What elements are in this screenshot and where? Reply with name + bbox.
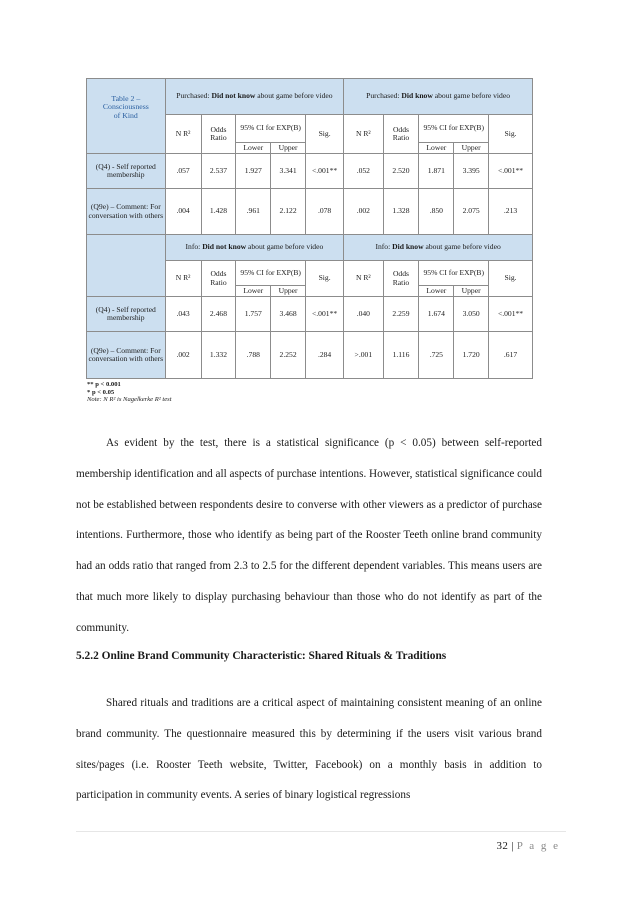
- note-p005: * p < 0.05: [87, 388, 115, 396]
- table-cell: 3.468: [271, 297, 306, 332]
- page-label: P a g e: [516, 840, 560, 852]
- col-header-odds: Odds Ratio: [201, 115, 236, 154]
- body-paragraph-2: Shared rituals and traditions are a critical aspect of maintaining consistent meaning of an online brand community. The questionnaire measured this by determining if the users visit various brand sites/pages (i.e. Rooster Teeth website, Twitter, Facebook) on a monthly basis in addition to participation in community events. A series of binary logistical regressions: [76, 697, 542, 802]
- table-row: [87, 332, 533, 379]
- table-cell: <.001**: [306, 297, 344, 332]
- col-header-nr2: N R²: [344, 261, 383, 297]
- body-paragraph-1: As evident by the test, there is a statistical significance (p < 0.05) between self-reported membership identification and all aspects of purchase intentions. However, statistical significance could not be established between respondents desire to converse with other viewers as a predictor of purchase intentions. Furthermore, those who identify as being part of the Rooster Teeth online brand community had an odds ratio that ranged from 2.3 to 2.5 for the different dependent variables. This means users are that much more likely to display purchasing behaviour than those who do not identify as part of the community.: [76, 437, 542, 634]
- table-cell: 2.259: [383, 297, 419, 332]
- results-table: [86, 78, 533, 379]
- table-cell: .057: [165, 154, 201, 189]
- table-cell: 2.075: [454, 189, 489, 235]
- table-row: [87, 154, 533, 189]
- col-header-upper: Upper: [454, 143, 489, 154]
- section-heading: 5.2.2 Online Brand Community Characteristic: Shared Rituals & Traditions: [76, 650, 447, 662]
- col-header-ci: 95% CI for EXP(B): [236, 261, 306, 286]
- row-label: (Q9e) – Comment: For conversation with others: [87, 189, 166, 235]
- col-header-lower: Lower: [419, 286, 454, 297]
- col-header-nr2: N R²: [344, 115, 383, 154]
- col-header-nr2: N R²: [165, 261, 201, 297]
- col-header-lower: Lower: [419, 143, 454, 154]
- table-cell: <.001**: [489, 297, 533, 332]
- col-header-nr2: N R²: [165, 115, 201, 154]
- table-cell: 2.468: [201, 297, 236, 332]
- row-label: (Q4) - Self reported membership: [87, 154, 166, 189]
- table-cell: 1.332: [201, 332, 236, 379]
- footer-separator: |: [508, 840, 517, 852]
- table-cell: .052: [344, 154, 383, 189]
- col-header-sig: Sig.: [489, 115, 533, 154]
- table-cell: 3.050: [454, 297, 489, 332]
- table-cell: .788: [236, 332, 271, 379]
- table-cell: .213: [489, 189, 533, 235]
- col-header-odds: Odds Ratio: [383, 261, 419, 297]
- table-cell: 3.341: [271, 154, 306, 189]
- footer-divider: [76, 831, 566, 832]
- col-header-odds: Odds Ratio: [201, 261, 236, 297]
- group-header-info-did-know: Info: Did know about game before video: [344, 235, 533, 261]
- table-cell: .002: [165, 332, 201, 379]
- table-cell: .078: [306, 189, 344, 235]
- row-label: (Q4) - Self reported membership: [87, 297, 166, 332]
- col-header-sig: Sig.: [489, 261, 533, 297]
- col-header-ci: 95% CI for EXP(B): [419, 261, 489, 286]
- page-number: 32: [496, 840, 509, 852]
- row-label: (Q9e) – Comment: For conversation with others: [87, 332, 166, 379]
- group-header-purchased-did-not-know: Purchased: Did not know about game before video: [165, 79, 344, 115]
- table-cell: 1.116: [383, 332, 419, 379]
- table-cell: <.001**: [489, 154, 533, 189]
- col-header-ci: 95% CI for EXP(B): [419, 115, 489, 143]
- table-cell: 2.252: [271, 332, 306, 379]
- blank-header-cell: [87, 235, 166, 297]
- table-cell: 3.395: [454, 154, 489, 189]
- note-nagelkerke: Note: N R² is Nagelkerke R² test: [87, 396, 172, 404]
- table-cell: .004: [165, 189, 201, 235]
- table-cell: 1.428: [201, 189, 236, 235]
- col-header-odds: Odds Ratio: [383, 115, 419, 154]
- table-cell: .284: [306, 332, 344, 379]
- col-header-sig: Sig.: [306, 261, 344, 297]
- table-caption: Table 2 – Consciousness of Kind: [87, 79, 166, 154]
- col-header-upper: Upper: [271, 143, 306, 154]
- col-header-lower: Lower: [236, 286, 271, 297]
- table-cell: 1.328: [383, 189, 419, 235]
- table-cell: .002: [344, 189, 383, 235]
- table-row: [87, 189, 533, 235]
- table-cell: .850: [419, 189, 454, 235]
- note-p001: ** p < 0.001: [87, 381, 121, 388]
- table-cell: .617: [489, 332, 533, 379]
- table-cell: 1.757: [236, 297, 271, 332]
- table-cell: >.001: [344, 332, 383, 379]
- table-cell: 2.122: [271, 189, 306, 235]
- table-cell: 2.537: [201, 154, 236, 189]
- table-cell: 1.674: [419, 297, 454, 332]
- table-cell: <.001**: [306, 154, 344, 189]
- table-cell: 1.720: [454, 332, 489, 379]
- col-header-upper: Upper: [271, 286, 306, 297]
- table-cell: 1.927: [236, 154, 271, 189]
- group-header-info-did-not-know: Info: Did not know about game before video: [165, 235, 344, 261]
- table-cell: 2.520: [383, 154, 419, 189]
- table-row: [87, 297, 533, 332]
- page-footer: [470, 840, 560, 852]
- col-header-ci: 95% CI for EXP(B): [236, 115, 306, 143]
- group-header-purchased-did-know: Purchased: Did know about game before video: [344, 79, 533, 115]
- table-cell: .040: [344, 297, 383, 332]
- table-cell: .961: [236, 189, 271, 235]
- table-cell: 1.871: [419, 154, 454, 189]
- table-cell: .043: [165, 297, 201, 332]
- table-notes: [87, 381, 172, 404]
- col-header-lower: Lower: [236, 143, 271, 154]
- col-header-upper: Upper: [454, 286, 489, 297]
- table-cell: .725: [419, 332, 454, 379]
- col-header-sig: Sig.: [306, 115, 344, 154]
